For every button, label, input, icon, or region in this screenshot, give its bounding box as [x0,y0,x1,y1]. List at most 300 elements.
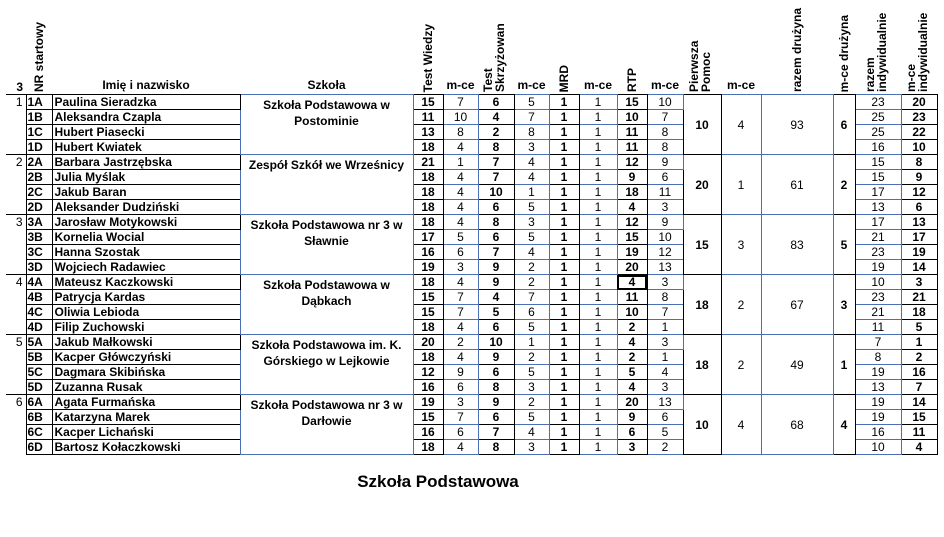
team-place[interactable]: 4 [833,395,855,455]
school-name[interactable]: Szkoła Podstawowa w Dąbkach [240,275,413,335]
rtp-value[interactable]: 12 [617,215,647,230]
mrd-value[interactable]: 1 [549,200,579,215]
participant-name[interactable]: Aleksander Dudziński [52,200,240,215]
test-wiedzy-place[interactable]: 3 [443,260,478,275]
individual-place[interactable]: 14 [901,395,937,410]
individual-total[interactable]: 21 [855,305,901,320]
rtp-place[interactable]: 13 [647,260,683,275]
rtp-value[interactable]: 11 [617,140,647,155]
mrd-value[interactable]: 1 [549,350,579,365]
participant-name[interactable]: Wojciech Radawiec [52,260,240,275]
start-number[interactable]: 3C [26,245,52,260]
individual-total[interactable]: 7 [855,335,901,350]
participant-name[interactable]: Kacper Główczyński [52,350,240,365]
test-skrz-place[interactable]: 5 [514,320,549,335]
test-wiedzy-place[interactable]: 5 [443,230,478,245]
test-wiedzy-value[interactable]: 20 [413,335,443,350]
start-number[interactable]: 2D [26,200,52,215]
individual-place[interactable]: 15 [901,410,937,425]
rtp-value[interactable]: 19 [617,245,647,260]
test-skrz-value[interactable]: 7 [478,425,514,440]
school-name[interactable]: Szkoła Podstawowa nr 3 w Sławnie [240,215,413,275]
individual-total[interactable]: 19 [855,260,901,275]
participant-name[interactable]: Oliwia Lebioda [52,305,240,320]
rtp-value[interactable]: 20 [617,260,647,275]
mrd-place[interactable]: 1 [579,275,617,290]
mrd-place[interactable]: 1 [579,125,617,140]
rtp-value[interactable]: 15 [617,230,647,245]
test-skrz-place[interactable]: 2 [514,350,549,365]
test-skrz-place[interactable]: 7 [514,290,549,305]
participant-name[interactable]: Patrycja Kardas [52,290,240,305]
participant-name[interactable]: Agata Furmańska [52,395,240,410]
participant-name[interactable]: Aleksandra Czapla [52,110,240,125]
test-skrz-place[interactable]: 4 [514,170,549,185]
test-wiedzy-place[interactable]: 4 [443,140,478,155]
test-skrz-value[interactable]: 8 [478,440,514,455]
pierwsza-pomoc-place[interactable]: 2 [721,335,761,395]
mrd-place[interactable]: 1 [579,200,617,215]
team-total[interactable]: 61 [761,155,833,215]
team-place[interactable]: 2 [833,155,855,215]
test-skrz-place[interactable]: 3 [514,440,549,455]
individual-total[interactable]: 17 [855,185,901,200]
pierwsza-pomoc-value[interactable]: 18 [683,335,721,395]
rtp-place[interactable]: 6 [647,170,683,185]
participant-name[interactable]: Jakub Baran [52,185,240,200]
test-wiedzy-value[interactable]: 15 [413,290,443,305]
participant-name[interactable]: Julia Myślak [52,170,240,185]
rtp-place[interactable]: 10 [647,230,683,245]
individual-total[interactable]: 10 [855,275,901,290]
test-wiedzy-place[interactable]: 7 [443,410,478,425]
individual-total[interactable]: 17 [855,215,901,230]
individual-total[interactable]: 23 [855,245,901,260]
rtp-value[interactable]: 11 [617,125,647,140]
team-total[interactable]: 49 [761,335,833,395]
test-skrz-place[interactable]: 5 [514,365,549,380]
mrd-value[interactable]: 1 [549,95,579,110]
rtp-place[interactable]: 5 [647,425,683,440]
test-skrz-value[interactable]: 8 [478,215,514,230]
mrd-place[interactable]: 1 [579,230,617,245]
rtp-place[interactable]: 7 [647,305,683,320]
test-skrz-place[interactable]: 8 [514,125,549,140]
start-number[interactable]: 6D [26,440,52,455]
test-skrz-place[interactable]: 3 [514,380,549,395]
mrd-value[interactable]: 1 [549,305,579,320]
individual-place[interactable]: 5 [901,320,937,335]
test-wiedzy-value[interactable]: 18 [413,350,443,365]
test-wiedzy-value[interactable]: 18 [413,440,443,455]
individual-total[interactable]: 19 [855,410,901,425]
test-skrz-value[interactable]: 9 [478,275,514,290]
start-number[interactable]: 4D [26,320,52,335]
test-wiedzy-place[interactable]: 1 [443,155,478,170]
test-wiedzy-value[interactable]: 18 [413,275,443,290]
mrd-place[interactable]: 1 [579,185,617,200]
individual-place[interactable]: 12 [901,185,937,200]
rtp-value[interactable]: 18 [617,185,647,200]
mrd-value[interactable]: 1 [549,215,579,230]
mrd-value[interactable]: 1 [549,380,579,395]
test-skrz-value[interactable]: 4 [478,290,514,305]
test-wiedzy-place[interactable]: 7 [443,305,478,320]
mrd-place[interactable]: 1 [579,155,617,170]
mrd-value[interactable]: 1 [549,230,579,245]
test-wiedzy-place[interactable]: 7 [443,290,478,305]
test-wiedzy-place[interactable]: 10 [443,110,478,125]
mrd-place[interactable]: 1 [579,290,617,305]
rtp-value[interactable]: 10 [617,305,647,320]
start-number[interactable]: 3D [26,260,52,275]
participant-name[interactable]: Zuzanna Rusak [52,380,240,395]
test-skrz-place[interactable]: 2 [514,395,549,410]
team-place[interactable]: 3 [833,275,855,335]
test-skrz-value[interactable]: 8 [478,140,514,155]
start-number[interactable]: 4B [26,290,52,305]
pierwsza-pomoc-place[interactable]: 4 [721,95,761,155]
rtp-place[interactable]: 3 [647,335,683,350]
individual-total[interactable]: 21 [855,230,901,245]
test-skrz-place[interactable]: 6 [514,305,549,320]
group-index[interactable]: 6 [6,395,26,455]
start-number[interactable]: 5D [26,380,52,395]
team-place[interactable]: 6 [833,95,855,155]
individual-total[interactable]: 25 [855,110,901,125]
school-name[interactable]: Szkoła Podstawowa w Postominie [240,95,413,155]
rtp-value[interactable]: 3 [617,440,647,455]
test-wiedzy-place[interactable]: 4 [443,200,478,215]
individual-place[interactable]: 17 [901,230,937,245]
test-skrz-value[interactable]: 7 [478,245,514,260]
individual-place[interactable]: 2 [901,350,937,365]
mrd-value[interactable]: 1 [549,155,579,170]
rtp-place[interactable]: 7 [647,110,683,125]
test-wiedzy-value[interactable]: 15 [413,95,443,110]
test-skrz-value[interactable]: 7 [478,170,514,185]
start-number[interactable]: 3A [26,215,52,230]
rtp-value[interactable]: 6 [617,425,647,440]
start-number[interactable]: 6A [26,395,52,410]
individual-total[interactable]: 11 [855,320,901,335]
participant-name[interactable]: Jarosław Motykowski [52,215,240,230]
participant-name[interactable]: Dagmara Skibińska [52,365,240,380]
start-number[interactable]: 6C [26,425,52,440]
start-number[interactable]: 2A [26,155,52,170]
individual-total[interactable]: 25 [855,125,901,140]
rtp-place[interactable]: 3 [647,380,683,395]
rtp-value[interactable]: 5 [617,365,647,380]
rtp-place[interactable]: 10 [647,95,683,110]
mrd-value[interactable]: 1 [549,425,579,440]
rtp-value[interactable]: 9 [617,170,647,185]
mrd-value[interactable]: 1 [549,245,579,260]
mrd-place[interactable]: 1 [579,110,617,125]
individual-place[interactable]: 10 [901,140,937,155]
pierwsza-pomoc-value[interactable]: 15 [683,215,721,275]
test-skrz-place[interactable]: 7 [514,110,549,125]
test-skrz-value[interactable]: 5 [478,305,514,320]
mrd-place[interactable]: 1 [579,245,617,260]
start-number[interactable]: 5A [26,335,52,350]
participant-name[interactable]: Bartosz Kołaczkowski [52,440,240,455]
test-skrz-place[interactable]: 5 [514,410,549,425]
test-skrz-value[interactable]: 9 [478,395,514,410]
start-number[interactable]: 4C [26,305,52,320]
test-wiedzy-place[interactable]: 7 [443,95,478,110]
mrd-value[interactable]: 1 [549,335,579,350]
mrd-place[interactable]: 1 [579,440,617,455]
test-skrz-place[interactable]: 4 [514,425,549,440]
mrd-value[interactable]: 1 [549,260,579,275]
test-skrz-value[interactable]: 4 [478,110,514,125]
individual-place[interactable]: 16 [901,365,937,380]
participant-name[interactable]: Kornelia Wocial [52,230,240,245]
individual-place[interactable]: 20 [901,95,937,110]
mrd-place[interactable]: 1 [579,215,617,230]
participant-name[interactable]: Paulina Sieradzka [52,95,240,110]
start-number[interactable]: 6B [26,410,52,425]
pierwsza-pomoc-value[interactable]: 18 [683,275,721,335]
test-wiedzy-value[interactable]: 21 [413,155,443,170]
rtp-place[interactable]: 2 [647,440,683,455]
rtp-place[interactable]: 8 [647,140,683,155]
rtp-value[interactable]: 2 [617,320,647,335]
individual-total[interactable]: 19 [855,365,901,380]
mrd-value[interactable]: 1 [549,110,579,125]
participant-name[interactable]: Hubert Piasecki [52,125,240,140]
individual-place[interactable]: 14 [901,260,937,275]
individual-place[interactable]: 19 [901,245,937,260]
test-skrz-value[interactable]: 6 [478,320,514,335]
test-wiedzy-place[interactable]: 8 [443,125,478,140]
mrd-place[interactable]: 1 [579,395,617,410]
mrd-value[interactable]: 1 [549,440,579,455]
test-wiedzy-value[interactable]: 18 [413,185,443,200]
test-wiedzy-value[interactable]: 18 [413,170,443,185]
test-wiedzy-place[interactable]: 4 [443,275,478,290]
mrd-place[interactable]: 1 [579,350,617,365]
individual-total[interactable]: 8 [855,350,901,365]
pierwsza-pomoc-place[interactable]: 3 [721,215,761,275]
participant-name[interactable]: Hanna Szostak [52,245,240,260]
rtp-value[interactable]: 2 [617,350,647,365]
start-number[interactable]: 2C [26,185,52,200]
test-wiedzy-place[interactable]: 2 [443,335,478,350]
participant-name[interactable]: Hubert Kwiatek [52,140,240,155]
rtp-place[interactable]: 11 [647,185,683,200]
test-skrz-place[interactable]: 5 [514,95,549,110]
individual-place[interactable]: 8 [901,155,937,170]
mrd-place[interactable]: 1 [579,380,617,395]
individual-place[interactable]: 23 [901,110,937,125]
test-skrz-value[interactable]: 7 [478,155,514,170]
test-wiedzy-value[interactable]: 15 [413,305,443,320]
rtp-value[interactable]: 9 [617,410,647,425]
test-wiedzy-value[interactable]: 11 [413,110,443,125]
rtp-place[interactable]: 1 [647,320,683,335]
rtp-place[interactable]: 9 [647,215,683,230]
test-wiedzy-place[interactable]: 6 [443,380,478,395]
test-wiedzy-place[interactable]: 3 [443,395,478,410]
mrd-place[interactable]: 1 [579,425,617,440]
test-skrz-value[interactable]: 8 [478,380,514,395]
test-wiedzy-place[interactable]: 6 [443,425,478,440]
test-skrz-place[interactable]: 4 [514,245,549,260]
team-place[interactable]: 1 [833,335,855,395]
rtp-value[interactable]: 4 [617,200,647,215]
test-wiedzy-place[interactable]: 9 [443,365,478,380]
test-skrz-place[interactable]: 2 [514,275,549,290]
test-wiedzy-value[interactable]: 16 [413,245,443,260]
individual-place[interactable]: 11 [901,425,937,440]
group-index[interactable]: 5 [6,335,26,395]
test-skrz-place[interactable]: 3 [514,140,549,155]
individual-place[interactable]: 4 [901,440,937,455]
group-index[interactable]: 4 [6,275,26,335]
test-wiedzy-value[interactable]: 12 [413,365,443,380]
rtp-value[interactable]: 4 [617,380,647,395]
test-wiedzy-value[interactable]: 18 [413,320,443,335]
rtp-place[interactable]: 8 [647,125,683,140]
rtp-place[interactable]: 3 [647,200,683,215]
test-skrz-value[interactable]: 9 [478,350,514,365]
individual-total[interactable]: 23 [855,290,901,305]
pierwsza-pomoc-value[interactable]: 10 [683,95,721,155]
team-total[interactable]: 83 [761,215,833,275]
mrd-value[interactable]: 1 [549,410,579,425]
test-wiedzy-value[interactable]: 16 [413,425,443,440]
individual-place[interactable]: 9 [901,170,937,185]
test-wiedzy-value[interactable]: 16 [413,380,443,395]
test-skrz-value[interactable]: 6 [478,200,514,215]
test-wiedzy-place[interactable]: 4 [443,170,478,185]
test-skrz-value[interactable]: 6 [478,365,514,380]
school-name[interactable]: Zespół Szkół we Wrześnicy [240,155,413,215]
pierwsza-pomoc-place[interactable]: 2 [721,275,761,335]
start-number[interactable]: 1B [26,110,52,125]
test-skrz-place[interactable]: 1 [514,335,549,350]
mrd-place[interactable]: 1 [579,320,617,335]
team-total[interactable]: 93 [761,95,833,155]
individual-total[interactable]: 15 [855,155,901,170]
test-skrz-place[interactable]: 5 [514,200,549,215]
school-name[interactable]: Szkoła Podstawowa im. K. Górskiego w Lejkowie [240,335,413,395]
mrd-value[interactable]: 1 [549,125,579,140]
individual-place[interactable]: 7 [901,380,937,395]
start-number[interactable]: 3B [26,230,52,245]
individual-place[interactable]: 13 [901,215,937,230]
rtp-value[interactable]: 4 [617,335,647,350]
rtp-place[interactable]: 12 [647,245,683,260]
start-number[interactable]: 1C [26,125,52,140]
test-skrz-place[interactable]: 2 [514,260,549,275]
rtp-place[interactable]: 3 [647,275,683,290]
team-total[interactable]: 67 [761,275,833,335]
rtp-value[interactable]: 11 [617,290,647,305]
mrd-place[interactable]: 1 [579,95,617,110]
start-number[interactable]: 1A [26,95,52,110]
start-number[interactable]: 1D [26,140,52,155]
individual-place[interactable]: 22 [901,125,937,140]
individual-total[interactable]: 13 [855,380,901,395]
mrd-place[interactable]: 1 [579,140,617,155]
pierwsza-pomoc-place[interactable]: 1 [721,155,761,215]
start-number[interactable]: 4A [26,275,52,290]
group-index[interactable]: 2 [6,155,26,215]
rtp-value[interactable]: 10 [617,110,647,125]
individual-place[interactable]: 6 [901,200,937,215]
team-total[interactable]: 68 [761,395,833,455]
test-skrz-value[interactable]: 10 [478,335,514,350]
start-number[interactable]: 2B [26,170,52,185]
test-wiedzy-value[interactable]: 19 [413,260,443,275]
mrd-place[interactable]: 1 [579,335,617,350]
mrd-value[interactable]: 1 [549,365,579,380]
test-wiedzy-value[interactable]: 13 [413,125,443,140]
pierwsza-pomoc-value[interactable]: 10 [683,395,721,455]
rtp-place[interactable]: 1 [647,350,683,365]
rtp-place[interactable]: 9 [647,155,683,170]
test-skrz-place[interactable]: 1 [514,185,549,200]
participant-name[interactable]: Jakub Małkowski [52,335,240,350]
individual-total[interactable]: 13 [855,200,901,215]
participant-name[interactable]: Filip Zuchowski [52,320,240,335]
individual-total[interactable]: 16 [855,425,901,440]
individual-total[interactable]: 16 [855,140,901,155]
test-skrz-value[interactable]: 6 [478,410,514,425]
rtp-value[interactable]: 20 [617,395,647,410]
rtp-place[interactable]: 8 [647,290,683,305]
mrd-place[interactable]: 1 [579,170,617,185]
rtp-place[interactable]: 6 [647,410,683,425]
mrd-value[interactable]: 1 [549,290,579,305]
individual-place[interactable]: 18 [901,305,937,320]
test-skrz-value[interactable]: 9 [478,260,514,275]
individual-place[interactable]: 21 [901,290,937,305]
mrd-value[interactable]: 1 [549,170,579,185]
test-wiedzy-value[interactable]: 18 [413,140,443,155]
individual-total[interactable]: 10 [855,440,901,455]
test-skrz-value[interactable]: 10 [478,185,514,200]
individual-total[interactable]: 23 [855,95,901,110]
mrd-value[interactable]: 1 [549,275,579,290]
team-place[interactable]: 5 [833,215,855,275]
mrd-place[interactable]: 1 [579,260,617,275]
mrd-value[interactable]: 1 [549,140,579,155]
test-skrz-value[interactable]: 2 [478,125,514,140]
school-name[interactable]: Szkoła Podstawowa nr 3 w Darłowie [240,395,413,455]
test-wiedzy-place[interactable]: 4 [443,185,478,200]
rtp-place[interactable]: 13 [647,395,683,410]
test-skrz-place[interactable]: 3 [514,215,549,230]
rtp-value[interactable]: 4 [617,275,647,290]
test-wiedzy-value[interactable]: 15 [413,410,443,425]
individual-total[interactable]: 19 [855,395,901,410]
participant-name[interactable]: Barbara Jastrzębska [52,155,240,170]
test-skrz-value[interactable]: 6 [478,230,514,245]
test-wiedzy-place[interactable]: 4 [443,440,478,455]
test-skrz-place[interactable]: 5 [514,230,549,245]
rtp-value[interactable]: 15 [617,95,647,110]
mrd-place[interactable]: 1 [579,305,617,320]
participant-name[interactable]: Katarzyna Marek [52,410,240,425]
mrd-value[interactable]: 1 [549,395,579,410]
test-wiedzy-value[interactable]: 18 [413,215,443,230]
pierwsza-pomoc-place[interactable]: 4 [721,395,761,455]
test-wiedzy-place[interactable]: 4 [443,215,478,230]
